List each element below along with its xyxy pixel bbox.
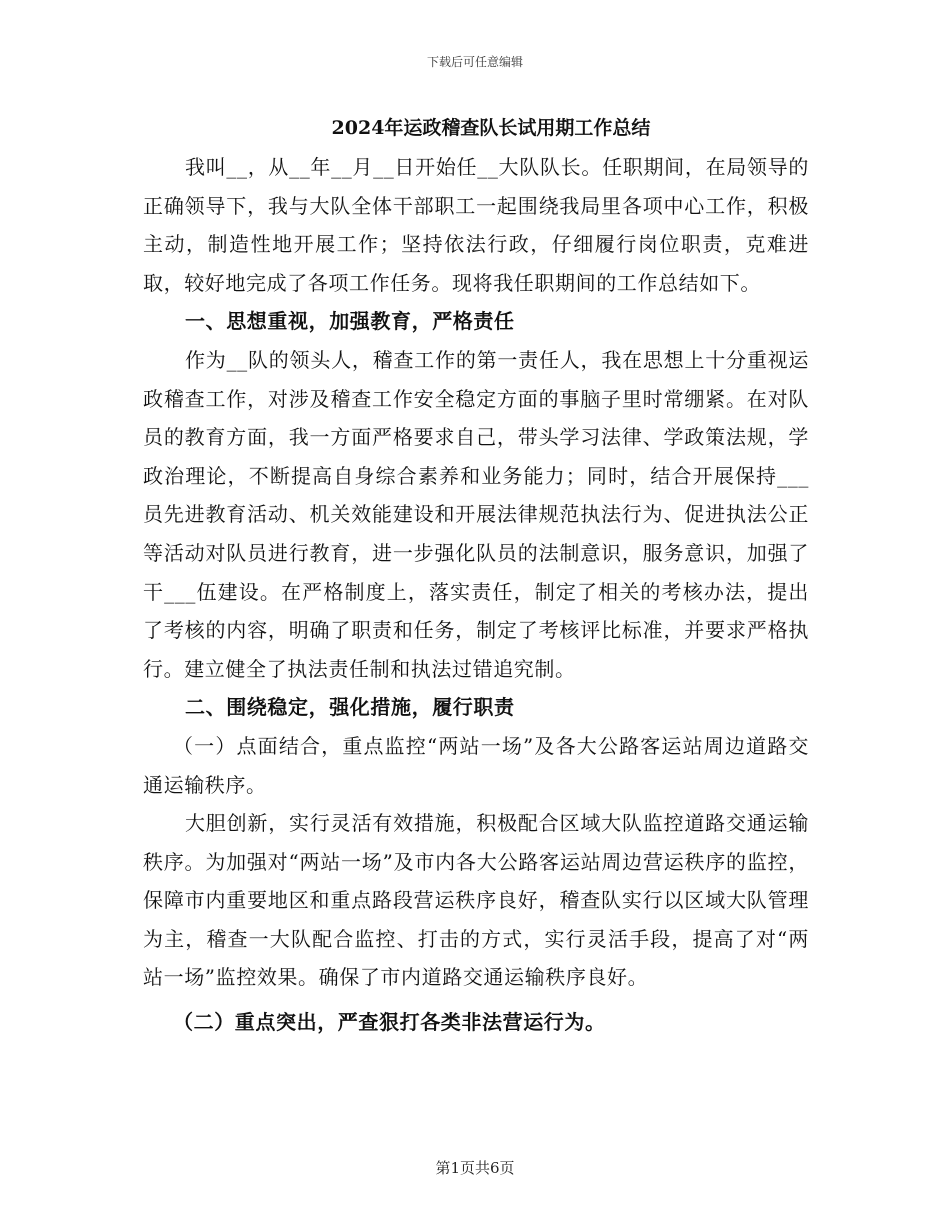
section2-sub1-paragraph: 大胆创新，实行灵活有效措施，积极配合区域大队监控道路交通运输秩序。为加强对“两站一场”及市内各大公路客运站周边营运秩序的监控，保障市内重要地区和重点路段营运秩序良好，稽查队实行以区域大队管理为主，稽查一大队配合监控、打击的方式，实行灵活手段，提高了对“两站一场”监控效果。确保了市内道路交通运输秩序良好。 bbox=[143, 811, 809, 990]
section2-subheading-1: （一）点面结合，重点监控“两站一场”及各大公路客运站周边道路交通运输秩序。 bbox=[143, 733, 809, 797]
section2-subheading-2: （二）重点突出，严查狠打各类非法营运行为。 bbox=[173, 1010, 606, 1035]
page-number: 第1页共6页 bbox=[435, 1159, 515, 1177]
section2-heading: 二、围绕稳定，强化措施，履行职责 bbox=[185, 695, 515, 720]
intro-paragraph: 我叫__，从__年__月__日开始任__大队队长。任职期间，在局领导的正确领导下，我与大队全体干部职工一起围绕我局里各项中心工作，积极主动，制造性地开展工作；坚持依法行政，仔细履行岗位职责，克难进取，较好地完成了各项工作任务。现将我任职期间的工作总结如下。 bbox=[143, 155, 809, 295]
header-note: 下载后可任意编辑 bbox=[426, 55, 523, 69]
section1-paragraph: 作为__队的领头人，稽查工作的第一责任人，我在思想上十分重视运政稽查工作，对涉及稽查工作安全稳定方面的事脑子里时常绷紧。在对队员的教育方面，我一方面严格要求自己，带头学习法律、学政策法规，学政治理论，不断提高自身综合素养和业务能力；同时，结合开展保持___员先进教育活动、机关效能建设和开展法律规范执法行为、促进执法公正等活动对队员进行教育，进一步强化队员的法制意识，服务意识，加强了干___伍建设。在严格制度上，落实责任，制定了相关的考核办法，提出了考核的内容，明确了职责和任务，制定了考核评比标准，并要求严格执行。建立健全了执法责任制和执法过错追究制。 bbox=[143, 347, 809, 681]
section1-heading: 一、思想重视，加强教育，严格责任 bbox=[185, 309, 515, 334]
document-body bbox=[143, 112, 809, 1042]
document-title: 2024年运政稽查队长试用期工作总结 bbox=[331, 117, 651, 139]
